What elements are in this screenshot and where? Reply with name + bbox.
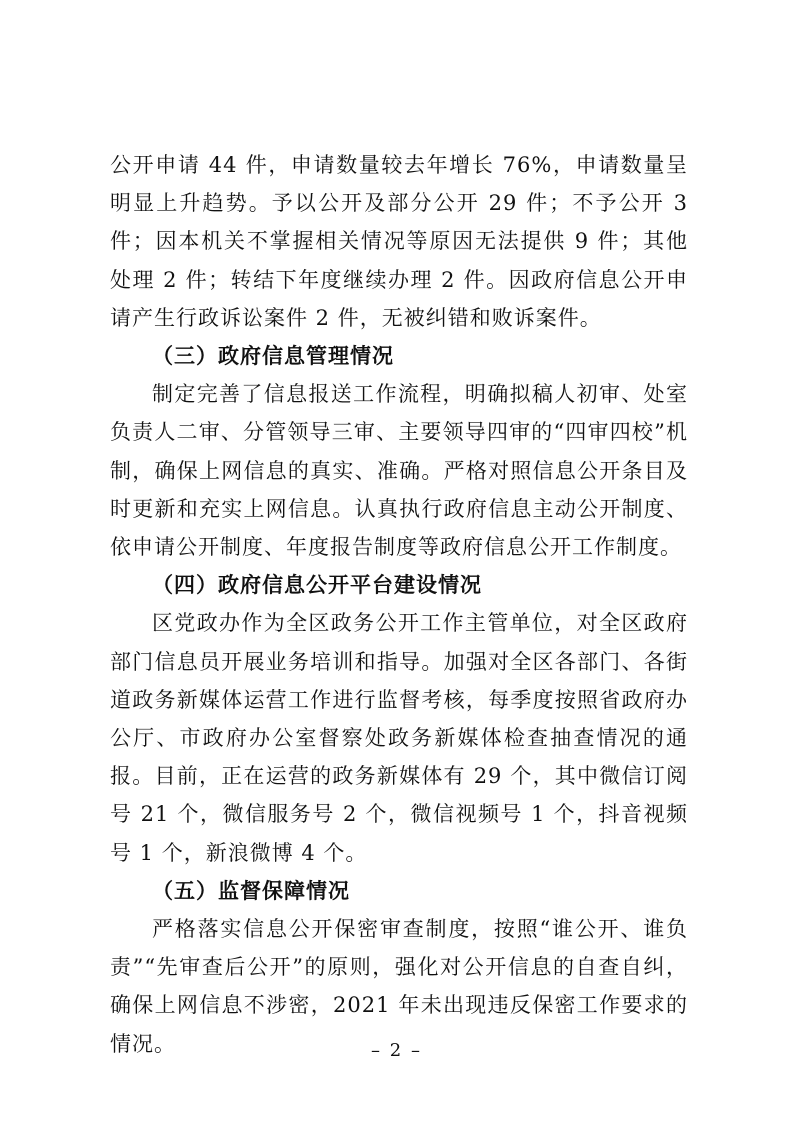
document-body bbox=[110, 146, 688, 1063]
paragraph-platform-construction: 区党政办作为全区政务公开工作主管单位，对全区政府部门信息员开展业务培训和指导。加强对全区各部门、各街道政务新媒体运营工作进行监督考核，每季度按照省政府办公厅、市政府办公室督察处政务新媒体检查抽查情况的通报。目前，正在运营的政务新媒体有 29 个，其中微信订阅号 21 个，微信服务号 2 个，微信视频号 1 个，抖音视频号 1 个，新浪微博 4 个。 bbox=[110, 611, 688, 865]
paragraph-supervision: 严格落实信息公开保密审查制度，按照“谁公开、谁负责”“先审查后公开”的原则，强化对公开信息的自查自纠，确保上网信息不涉密，2021 年未出现违反保密工作要求的情况。 bbox=[110, 917, 688, 1056]
paragraph-info-management: 制定完善了信息报送工作流程，明确拟稿人初审、处室负责人二审、分管领导三审、主要领导四审的“四审四校”机制，确保上网信息的真实、准确。严格对照信息公开条目及时更新和充实上网信息。认真执行政府信息主动公开制度、依申请公开制度、年度报告制度等政府信息公开工作制度。 bbox=[110, 382, 688, 560]
paragraph-application-stats: 公开申请 44 件，申请数量较去年增长 76%，申请数量呈明显上升趋势。予以公开及部分公开 29 件；不予公开 3 件；因本机关不掌握相关情况等原因无法提供 9 件；其他处理 2 件；转结下年度继续办理 2 件。因政府信息公开申请产生行政诉讼案件 2 件，无被纠错和败诉案件。 bbox=[110, 153, 688, 330]
section-heading-supervision: （五）监督保障情况 bbox=[152, 877, 350, 903]
section-heading-platform-construction: （四）政府信息公开平台建设情况 bbox=[152, 572, 482, 598]
page-number: – 2 – bbox=[371, 1040, 422, 1061]
section-heading-info-management: （三）政府信息管理情况 bbox=[152, 343, 394, 369]
